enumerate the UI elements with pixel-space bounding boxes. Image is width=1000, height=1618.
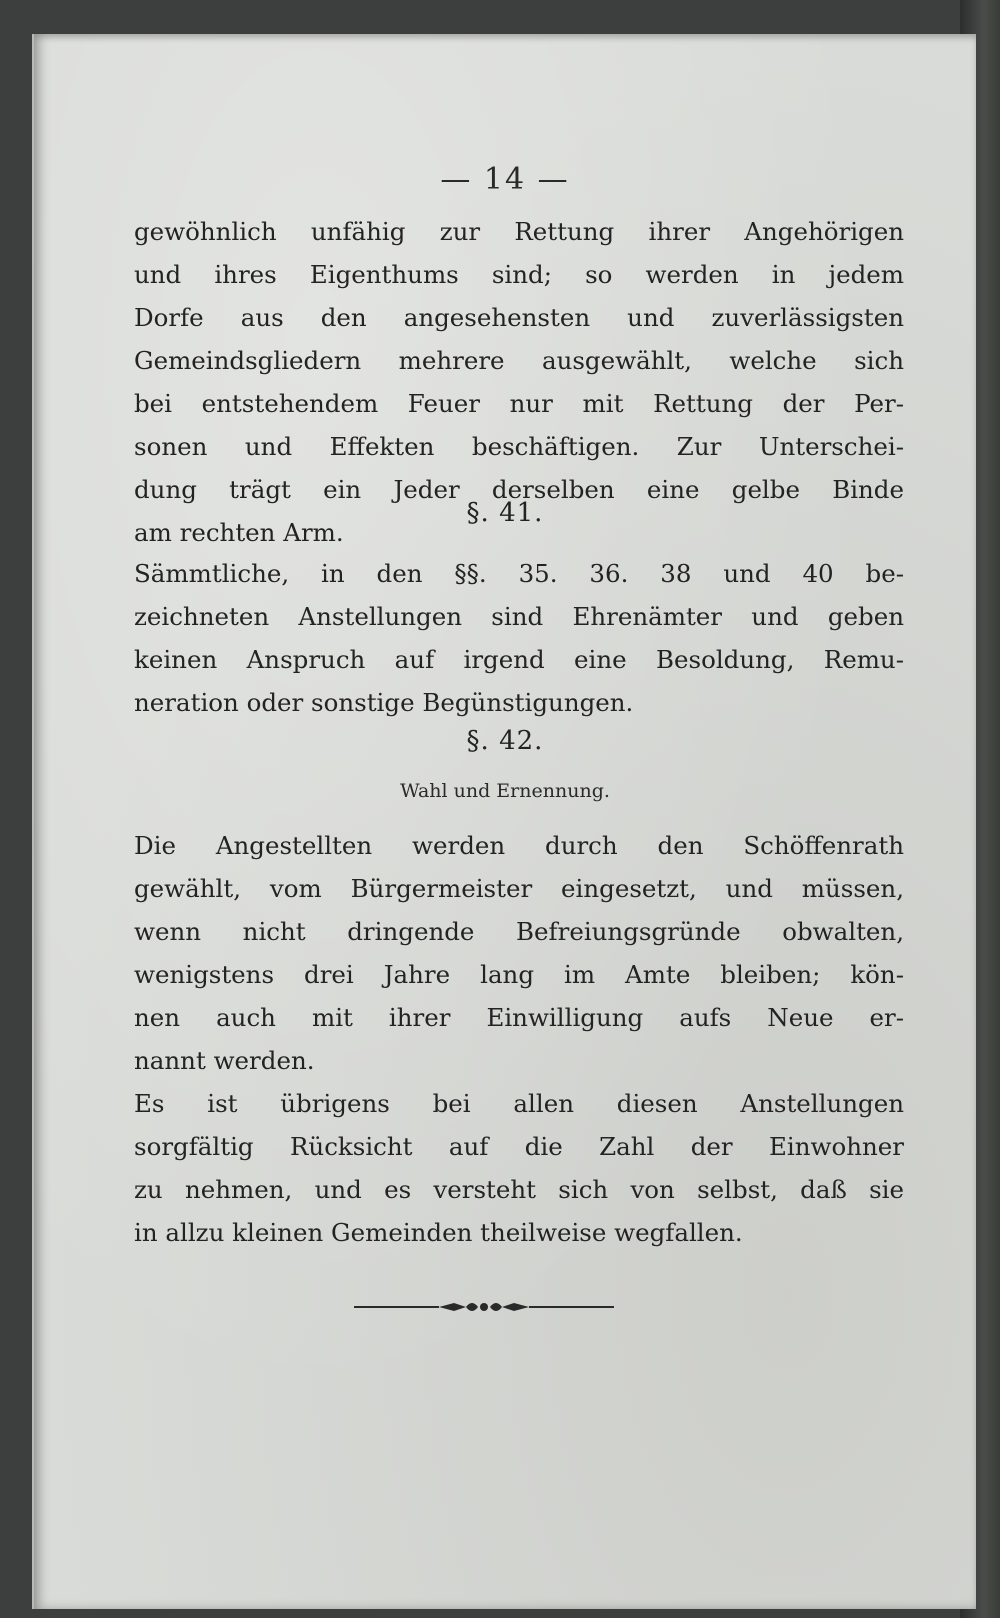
paragraph-2	[134, 552, 904, 724]
text-line: gewählt, vom Bürgermeister eingesetzt, und müssen,	[134, 874, 904, 903]
section-title-42: Wahl und Ernennung.	[400, 780, 610, 802]
section-heading-42: §. 42.	[466, 726, 544, 756]
text-line: nannt werden.	[134, 1046, 315, 1075]
text-line: keinen Anspruch auf irgend eine Besoldung, Remu-	[134, 645, 904, 674]
page-number: — 14 —	[440, 162, 570, 197]
text-line: sorgfältig Rücksicht auf die Zahl der Einwohner	[134, 1132, 904, 1161]
text-line: sonen und Effekten beschäftigen. Zur Unterschei-	[134, 432, 904, 461]
text-line: Es ist übrigens bei allen diesen Anstellungen	[134, 1089, 904, 1118]
paragraph-3	[134, 824, 904, 1082]
section-heading-41: §. 41.	[466, 498, 544, 528]
text-line: zeichneten Anstellungen sind Ehrenämter und geben	[134, 602, 904, 631]
text-line: zu nehmen, und es versteht sich von selbst, daß sie	[134, 1175, 904, 1204]
text-line: nen auch mit ihrer Einwilligung aufs Neue er-	[134, 1003, 904, 1032]
decorative-rule-icon	[354, 1296, 614, 1318]
text-line: Gemeindsgliedern mehrere ausgewählt, welche sich	[134, 346, 904, 375]
text-line: bei entstehendem Feuer nur mit Rettung der Per-	[134, 389, 904, 418]
text-line: Sämmtliche, in den §§. 35. 36. 38 und 40 be-	[134, 559, 904, 588]
text-line: Die Angestellten werden durch den Schöffenrath	[134, 831, 904, 860]
text-line: und ihres Eigenthums sind; so werden in jedem	[134, 260, 904, 289]
text-line: wenigstens drei Jahre lang im Amte bleiben; kön-	[134, 960, 904, 989]
text-line: dung trägt ein Jeder derselben eine gelbe Binde	[134, 475, 904, 504]
text-line: gewöhnlich unfähig zur Rettung ihrer Angehörigen	[134, 217, 904, 246]
paragraph-4	[134, 1082, 904, 1254]
text-line: am rechten Arm.	[134, 518, 344, 547]
book-page	[32, 34, 976, 1609]
text-line: Dorfe aus den angesehensten und zuverlässigsten	[134, 303, 904, 332]
text-line: in allzu kleinen Gemeinden theilweise wegfallen.	[134, 1218, 743, 1247]
text-line: neration oder sonstige Begünstigungen.	[134, 688, 634, 717]
text-line: wenn nicht dringende Befreiungsgründe obwalten,	[134, 917, 904, 946]
